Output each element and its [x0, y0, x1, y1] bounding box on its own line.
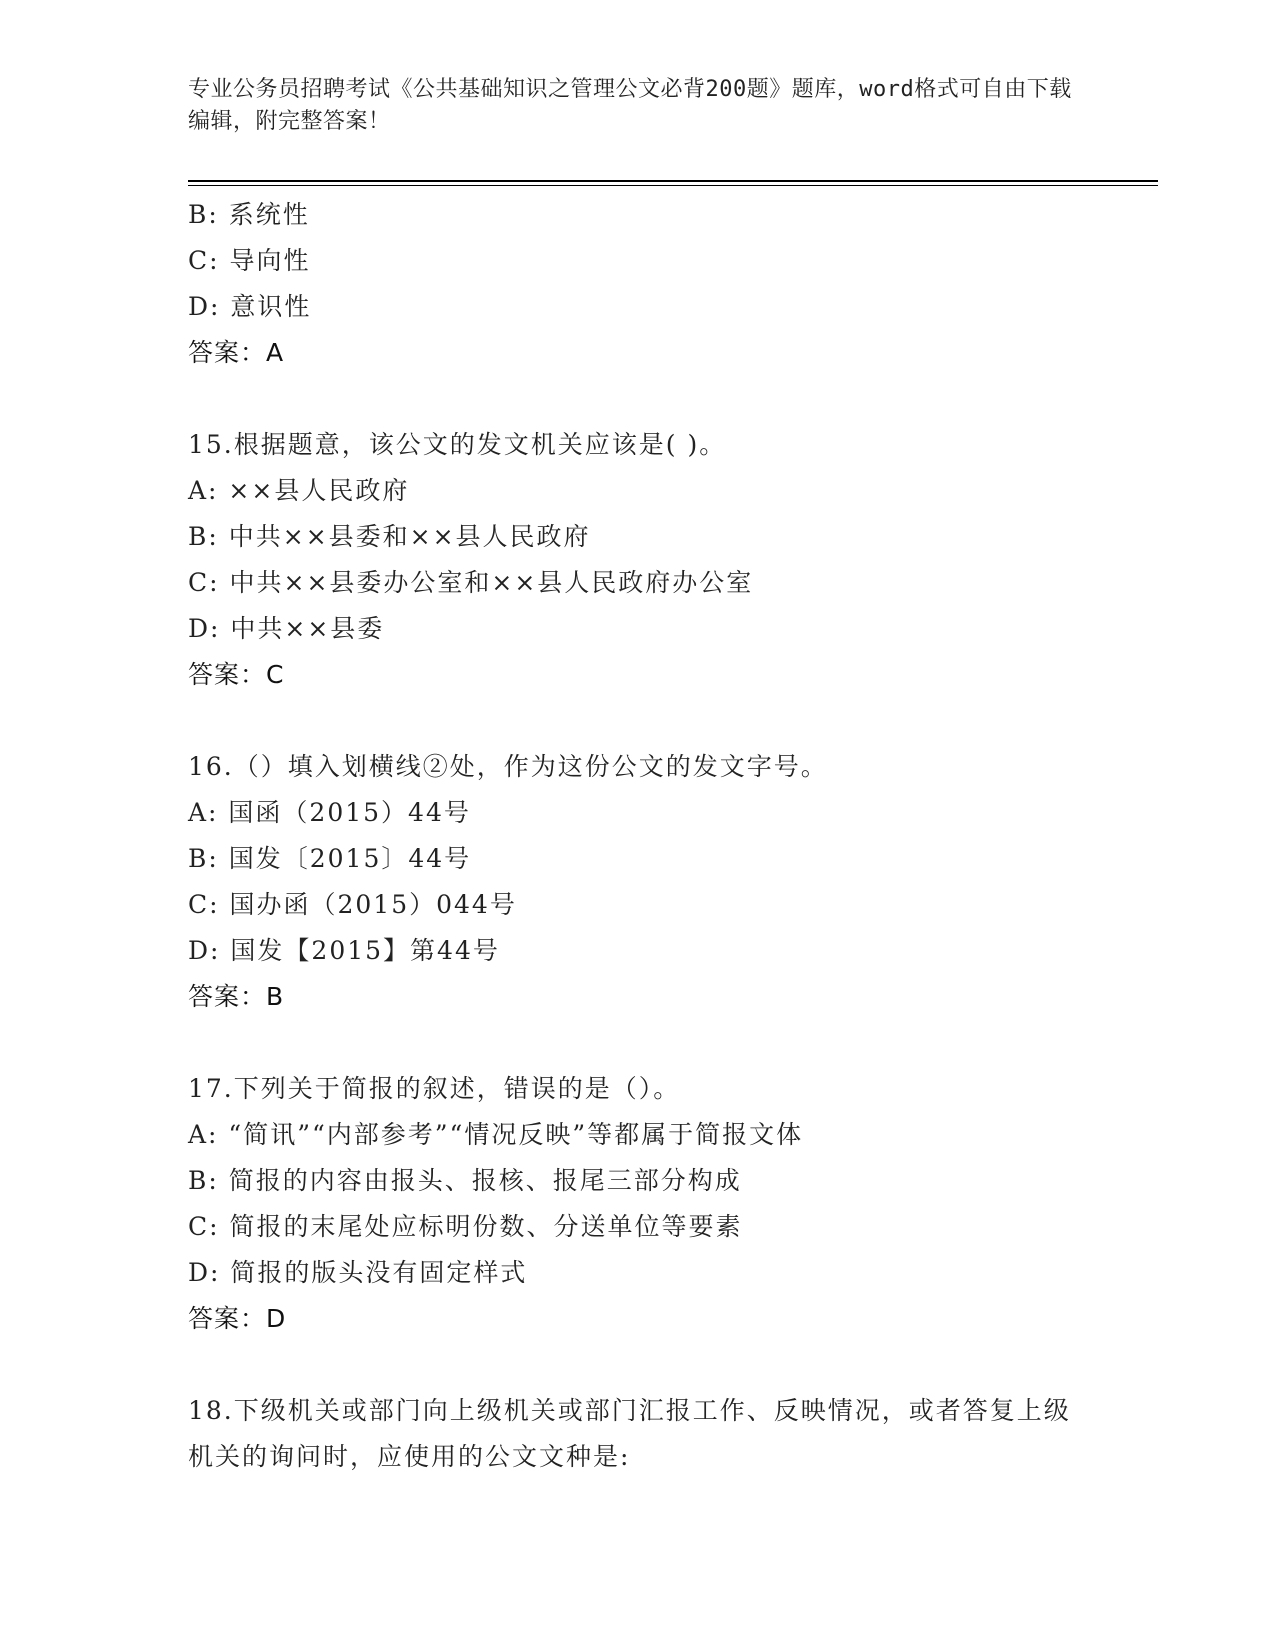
- document-body: [188, 192, 1148, 1480]
- answer-line: 答案：D: [188, 1304, 287, 1333]
- question-15: [188, 422, 1148, 698]
- option-a: A: ××县人民政府: [188, 476, 410, 505]
- answer-line: 答案：C: [188, 660, 285, 689]
- question-17: [188, 1066, 1148, 1342]
- option-d: D: 简报的版头没有固定样式: [188, 1258, 528, 1287]
- header-divider: [188, 180, 1158, 182]
- question-18: [188, 1388, 1148, 1480]
- page-header: 专业公务员招聘考试《公共基础知识之管理公文必背200题》题库，word格式可自由下载编辑，附完整答案！: [188, 77, 1072, 134]
- option-d: D: 国发【2015】第44号: [188, 936, 500, 965]
- option-a: A: “简讯”“内部参考”“情况反映”等都属于简报文体: [188, 1120, 804, 1149]
- question-text: 18.下级机关或部门向上级机关或部门汇报工作、反映情况，或者答复上级机关的询问时，应使用的公文文种是:: [188, 1396, 1071, 1471]
- option-c: C: 国办函（2015）044号: [188, 890, 517, 919]
- option-a: A: 国函（2015）44号: [188, 798, 471, 827]
- option-d: D: 意识性: [188, 292, 312, 321]
- option-c: C: 简报的末尾处应标明份数、分送单位等要素: [188, 1212, 743, 1241]
- question-text: 16.（）填入划横线②处，作为这份公文的发文字号。: [188, 752, 828, 781]
- question-14-tail: [188, 192, 1148, 376]
- option-b: B: 系统性: [188, 200, 310, 229]
- option-b: B: 国发〔2015〕44号: [188, 844, 472, 873]
- option-b: B: 中共××县委和××县人民政府: [188, 522, 591, 551]
- answer-line: 答案：B: [188, 982, 285, 1011]
- question-text: 17.下列关于简报的叙述，错误的是（）。: [188, 1074, 681, 1103]
- header-divider-thin: [188, 185, 1158, 186]
- answer-line: 答案：A: [188, 338, 285, 367]
- option-c: C: 导向性: [188, 246, 311, 275]
- option-b: B: 简报的内容由报头、报核、报尾三部分构成: [188, 1166, 742, 1195]
- question-text: 15.根据题意，该公文的发文机关应该是( )。: [188, 430, 727, 459]
- option-d: D: 中共××县委: [188, 614, 385, 643]
- option-c: C: 中共××县委办公室和××县人民政府办公室: [188, 568, 754, 597]
- question-16: [188, 744, 1148, 1020]
